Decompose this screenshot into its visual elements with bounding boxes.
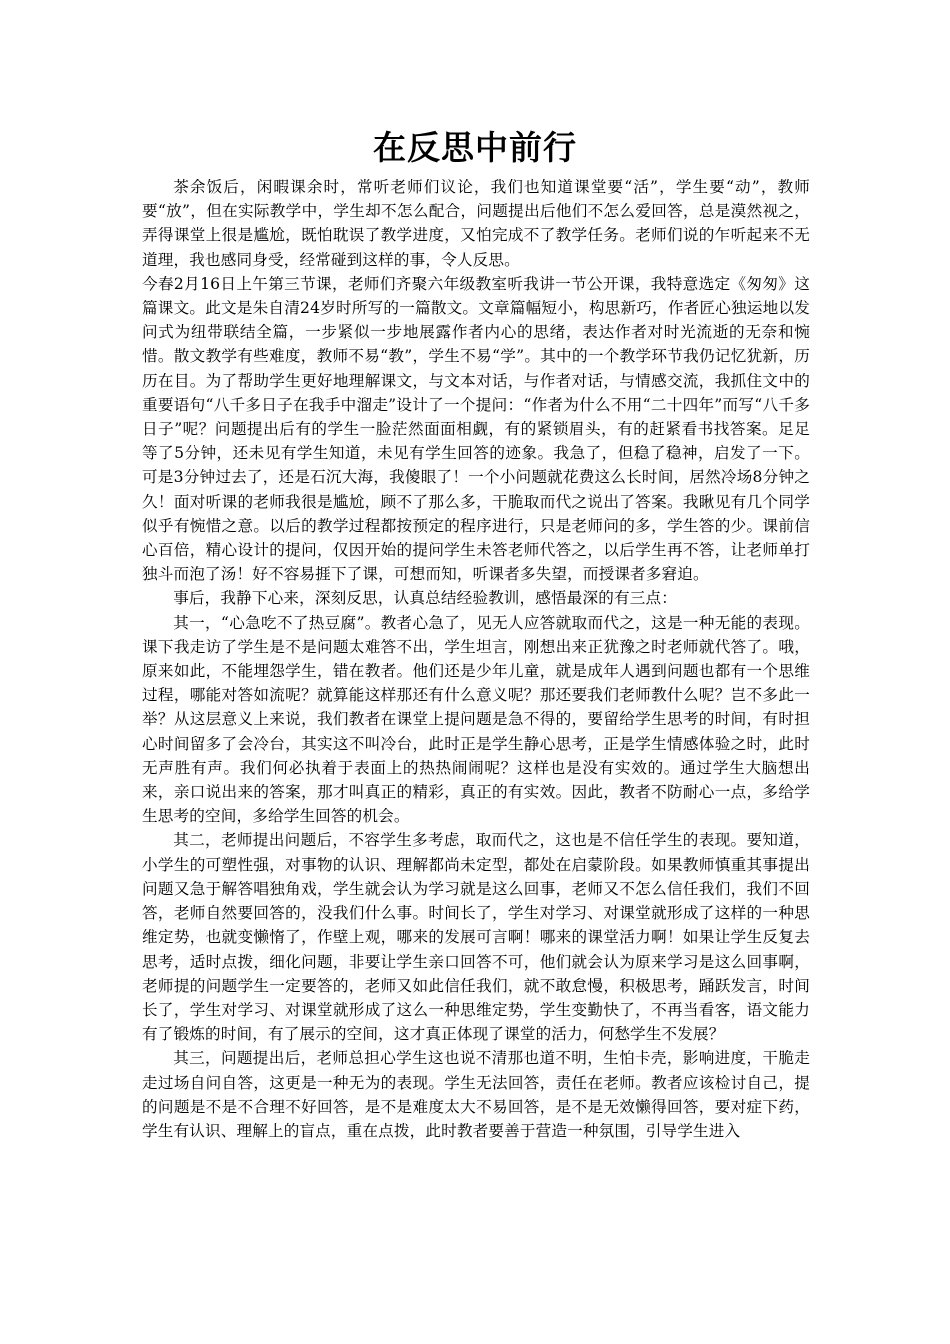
paragraph-point-one: 其一，“心急吃不了热豆腐”。教者心急了，见无人应答就取而代之，这是一种无能的表现。课下我走访了学生是不是问题太难答不出，学生坦言，刚想出来正犹豫之时老师就代答了。哦，原来如此，不能埋怨学生，错在教者。他们还是少年儿童，就是成年人遇到问题也都有一个思维过程，哪能对答如流呢？就算能这样那还有什么意义呢？那还要我们老师教什么呢？岂不多此一举？从这层意义上来说，我们教者在课堂上提问题是急不得的，要留给学生思考的时间，有时担心时间留多了会冷台，其实这不叫冷台，此时正是学生静心思考，正是学生情感体验之时，此时无声胜有声。我们何必执着于表面上的热热闹闹呢？这样也是没有实效的。通过学生大脑想出来，亲口说出来的答案，那才叫真正的精彩，真正的有实效。因此，教者不防耐心一点，多给学生思考的空间，多给学生回答的机会。: [142, 613, 810, 826]
paragraph-point-three: 其三，问题提出后，老师总担心学生这也说不清那也道不明，生怕卡壳，影响进度，干脆走走过场自问自答，这更是一种无为的表现。学生无法回答，责任在老师。教者应该检讨自己，提的问题是不是不合理不好回答，是不是难度太大不易回答，是不是无效懒得回答，要对症下药，学生有认识、理解上的盲点，重在点拨，此时教者要善于营造一种氛围，引导学生进入: [142, 1049, 810, 1140]
paragraph-point-two: 其二，老师提出问题后，不容学生多考虑，取而代之，这也是不信任学生的表现。要知道，小学生的可塑性强，对事物的认识、理解都尚未定型，都处在启蒙阶段。如果教师慎重其事提出问题又急于解答唱独角戏，学生就会认为学习就是这么回事，老师又不怎么信任我们，我们不回答，老师自然要回答的，没我们什么事。时间长了，学生对学习、对课堂就形成了这样的一种思维定势，也就变懒惰了，作壁上观，哪来的发展可言啊！哪来的课堂活力啊！如果让学生反复去思考，适时点拨，细化问题，非要让学生亲口回答不可，他们就会认为原来学习是这么回事啊，老师提的问题学生一定要答的，老师又如此信任我们，就不敢怠慢，积极思考，踊跃发言，时间长了，学生对学习、对课堂就形成了这么一种思维定势，学生变勤快了，不再当看客，语文能力有了锻炼的时间，有了展示的空间，这才真正体现了课堂的活力，何愁学生不发展？: [142, 831, 810, 1044]
paragraph-lesson-story: 今春2月16日上午第三节课，老师们齐聚六年级教室听我讲一节公开课，我特意选定《匆匆》这篇课文。此文是朱自清24岁时所写的一篇散文。文章篇幅短小，构思新巧，作者匠心独运地以发问式为纽带联结全篇，一步紧似一步地展露作者内心的思绪，表达作者对时光流逝的无奈和惋惜。散文教学有些难度，教师不易“教”，学生不易“学”。其中的一个教学环节我仍记忆犹新，历历在目。为了帮助学生更好地理解课文，与文本对话，与作者对话，与情感交流，我抓住文中的重要语句“八千多日子在我手中溜走”设计了一个提问：“作者为什么不用“二十四年”而写“八千多日子”呢？问题提出后有的学生一脸茫然面面相觑，有的紧锁眉头，有的赶紧看书找答案。足足等了5分钟，还未见有学生知道，未见有学生回答的迹象。我急了，但稳了稳神，启发了一下。可是3分钟过去了，还是石沉大海，我傻眼了！一个小问题就花费这么长时间，居然冷场8分钟之久！面对听课的老师我很是尴尬，顾不了那么多，干脆取而代之说出了答案。我瞅见有几个同学似乎有惋惜之意。以后的教学过程都按预定的程序进行，只是老师问的多，学生答的少。课前信心百倍，精心设计的提问，仅因开始的提问学生未答老师代答之，以后学生再不答，让老师单打独斗而泡了汤！好不容易捱下了课，可想而知，听课者多失望，而授课者多窘迫。: [142, 274, 810, 584]
paragraph-intro: 茶余饭后，闲暇课余时，常听老师们议论，我们也知道课堂要“活”，学生要“动”，教师要“放”，但在实际教学中，学生却不怎么配合，问题提出后他们不怎么爱回答，总是漠然视之，弄得课堂上很是尴尬，既怕耽误了教学进度，又怕完成不了教学任务。老师们说的乍听起来不无道理，我也感同身受，经常碰到这样的事，令人反思。: [142, 178, 810, 269]
document-body: [142, 175, 810, 1143]
document-title: 在反思中前行: [373, 128, 577, 167]
paragraph-reflection-lead: 事后，我静下心来，深刻反思，认真总结经验教训，感悟最深的有三点：: [173, 589, 677, 608]
